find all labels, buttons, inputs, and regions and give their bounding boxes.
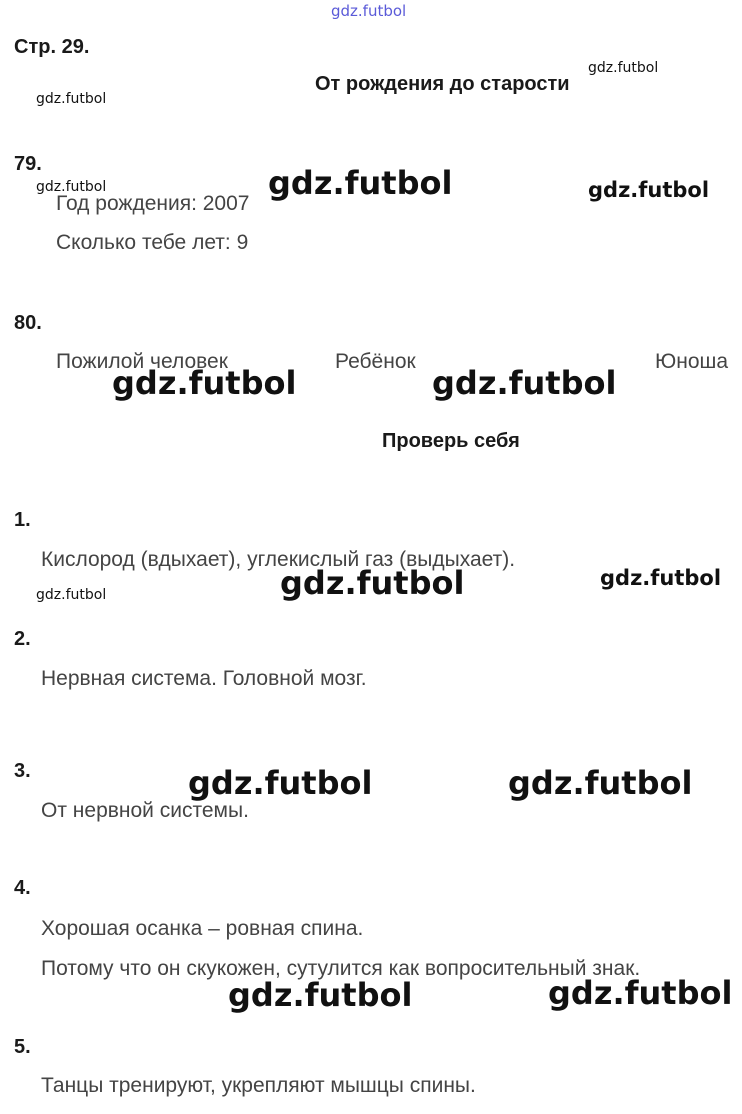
watermark: gdz.futbol <box>188 764 373 802</box>
watermark: gdz.futbol <box>36 587 107 603</box>
page-label: Стр. 29. <box>14 36 90 58</box>
watermark: gdz.futbol <box>280 564 465 602</box>
answer-5-number: 5. <box>14 1036 31 1058</box>
watermark: gdz.futbol <box>508 764 693 802</box>
watermark: gdz.futbol <box>432 364 617 402</box>
watermark: gdz.futbol <box>36 91 107 107</box>
exercise-80-number: 80. <box>14 312 42 334</box>
watermark: gdz.futbol <box>548 974 733 1012</box>
age-text: Сколько тебе лет: 9 <box>56 231 249 254</box>
section-title: От рождения до старости <box>315 73 570 95</box>
answer-4-number: 4. <box>14 877 31 899</box>
answer-1-number: 1. <box>14 509 31 531</box>
answer-2-number: 2. <box>14 628 31 650</box>
watermark: gdz.futbol <box>36 179 107 195</box>
watermark: gdz.futbol <box>268 164 453 202</box>
answer-2-text: Нервная система. Головной мозг. <box>41 667 367 690</box>
answer-3-number: 3. <box>14 760 31 782</box>
watermark: gdz.futbol <box>600 566 722 590</box>
life-stage-item: Пожилой человек <box>56 350 228 373</box>
answer-5-text: Танцы тренируют, укрепляют мышцы спины. <box>41 1074 476 1097</box>
check-yourself-title: Проверь себя <box>382 430 520 452</box>
life-stage-item: Юноша <box>655 350 729 373</box>
birth-year-text: Год рождения: 2007 <box>56 192 250 215</box>
answer-4-text: Хорошая осанка – ровная спина. <box>41 917 364 940</box>
answer-1-text: Кислород (вдыхает), углекислый газ (выдыхает). <box>41 548 516 571</box>
life-stage-item: Ребёнок <box>335 350 416 373</box>
watermark: gdz.futbol <box>588 60 659 76</box>
watermark: gdz.futbol <box>112 364 297 402</box>
exercise-79-number: 79. <box>14 153 42 175</box>
watermark-top: gdz.futbol <box>331 2 407 20</box>
answer-4-text: Потому что он скукожен, сутулится как вопросительный знак. <box>41 957 641 980</box>
watermark: gdz.futbol <box>588 178 710 202</box>
watermark: gdz.futbol <box>228 976 413 1014</box>
answer-3-text: От нервной системы. <box>41 799 249 822</box>
